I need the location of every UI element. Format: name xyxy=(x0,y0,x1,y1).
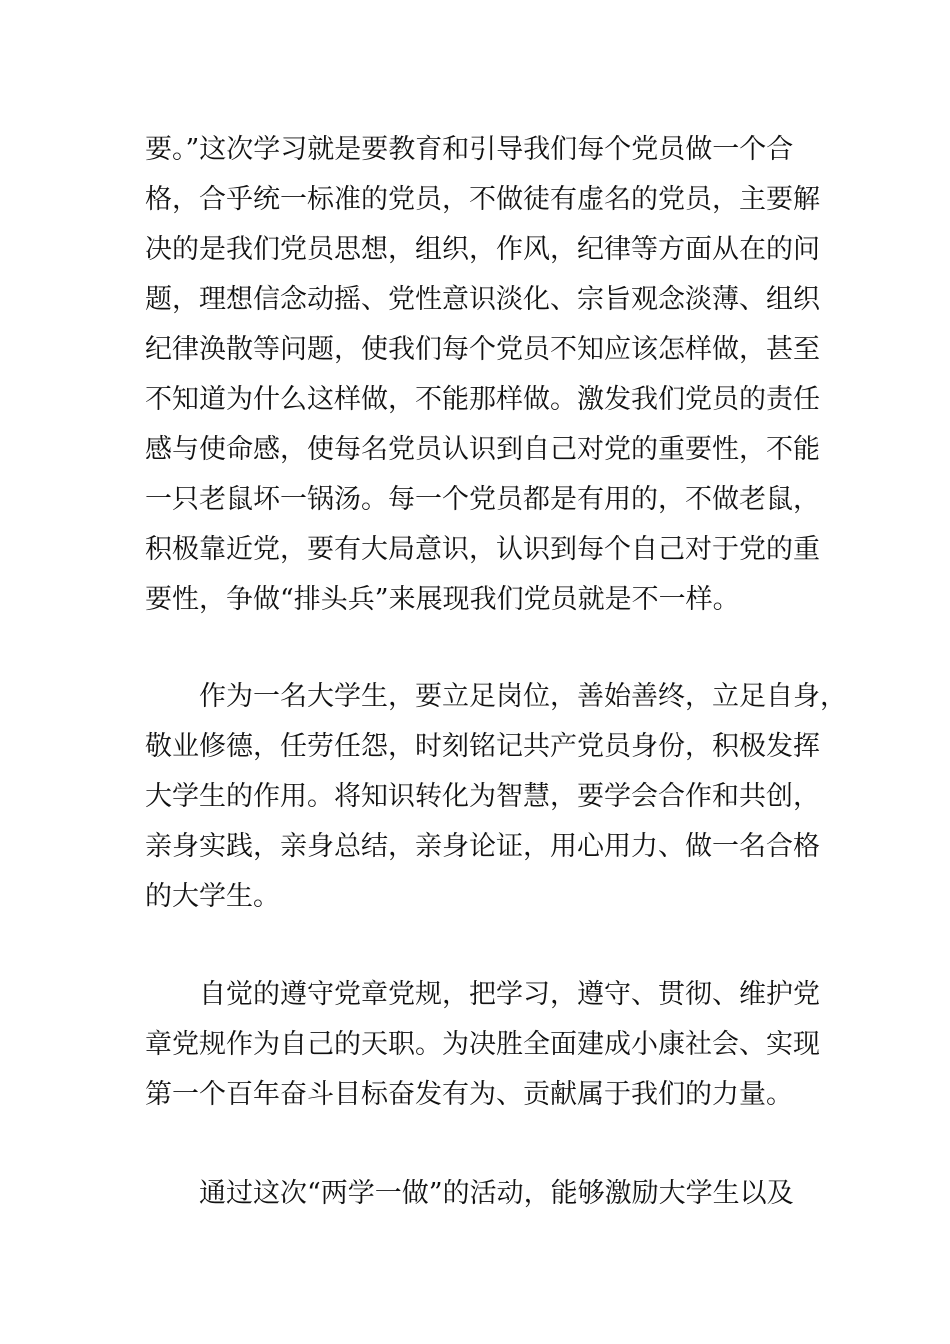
text-line: 纪律涣散等问题，使我们每个党员不知应该怎样做，甚至 xyxy=(145,334,820,365)
text-line: 自觉的遵守党章党规，把学习，遵守、贯彻、维护党 xyxy=(199,979,820,1010)
text-line: 要。”这次学习就是要教育和引导我们每个党员做一个合 xyxy=(145,134,794,165)
text-line: 亲身实践，亲身总结，亲身论证，用心用力、做一名合格 xyxy=(145,831,820,862)
text-line: 要性，争做“排头兵”来展现我们党员就是不一样。 xyxy=(145,584,740,615)
text-line: 敬业修德，任劳任怨，时刻铭记共产党员身份，积极发挥 xyxy=(145,731,820,762)
paragraph-4 xyxy=(145,1169,835,1219)
text-line: 作为一名大学生，要立足岗位，善始善终，立足自身， xyxy=(199,681,847,712)
text-line: 感与使命感，使每名党员认识到自己对党的重要性，不能 xyxy=(145,434,820,465)
text-line: 决的是我们党员思想，组织，作风，纪律等方面从在的问 xyxy=(145,234,820,265)
text-line: 积极靠近党，要有大局意识，认识到每个自己对于党的重 xyxy=(145,534,820,565)
text-line: 不知道为什么这样做，不能那样做。激发我们党员的责任 xyxy=(145,384,820,415)
text-line: 一只老鼠坏一锅汤。每一个党员都是有用的，不做老鼠， xyxy=(145,484,820,515)
paragraph-1 xyxy=(145,125,835,625)
text-line: 大学生的作用。将知识转化为智慧，要学会合作和共创， xyxy=(145,781,820,812)
text-line: 题，理想信念动摇、党性意识淡化、宗旨观念淡薄、组织 xyxy=(145,284,820,315)
paragraph-3 xyxy=(145,970,835,1120)
text-line: 章党规作为自己的天职。为决胜全面建成小康社会、实现 xyxy=(145,1029,820,1060)
text-line: 通过这次“两学一做”的活动，能够激励大学生以及 xyxy=(199,1178,794,1209)
text-line: 第一个百年奋斗目标奋发有为、贡献属于我们的力量。 xyxy=(145,1079,793,1110)
text-line: 格，合乎统一标准的党员，不做徒有虚名的党员，主要解 xyxy=(145,184,820,215)
paragraph-2 xyxy=(145,672,847,922)
text-line: 的大学生。 xyxy=(145,881,280,912)
